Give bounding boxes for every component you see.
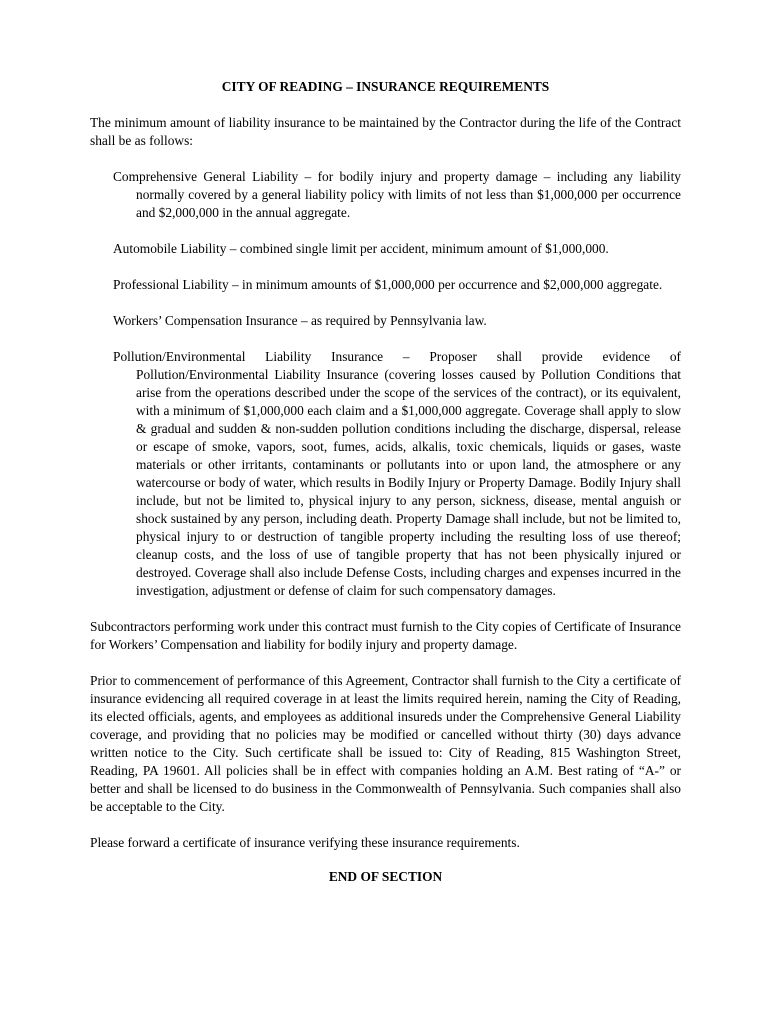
end-of-section: END OF SECTION	[328, 869, 443, 884]
requirement-automobile-liability: Automobile Liability – combined single limit per accident, minimum amount of $1,000,000.	[113, 241, 609, 256]
requirement-professional-liability: Professional Liability – in minimum amounts of $1,000,000 per occurrence and $2,000,000 aggregate.	[113, 277, 663, 292]
document-page	[90, 78, 681, 886]
certificate-paragraph: Prior to commencement of performance of this Agreement, Contractor shall furnish to the City a certificate of insurance evidencing all required coverage in at least the limits required herein, naming the City of Reading, its elected officials, agents, and employees as additional insureds under the Comprehensive General Liability coverage, and providing that no policies may be modified or cancelled without thirty (30) days advance written notice to the City. Such certificate shall be issued to: City of Reading, 815 Washington Street, Reading, PA 19601. All policies shall be in effect with companies holding an A.M. Best rating of “A-” or better and shall be licensed to do business in the Commonwealth of Pennsylvania. Such companies shall also be acceptable to the City.	[90, 673, 681, 814]
subcontractors-paragraph: Subcontractors performing work under this contract must furnish to the City copies of Certificate of Insurance for Workers’ Compensation and liability for bodily injury and property damage.	[90, 619, 681, 652]
intro-paragraph: The minimum amount of liability insurance to be maintained by the Contractor during the life of the Contract shall be as follows:	[90, 115, 681, 148]
forward-paragraph: Please forward a certificate of insurance verifying these insurance requirements.	[90, 835, 520, 850]
document-title: CITY OF READING – INSURANCE REQUIREMENTS	[221, 79, 550, 94]
requirement-pollution-liability: Pollution/Environmental Liability Insurance – Proposer shall provide evidence of Pollution/Environmental Liability Insurance (covering losses caused by Pollution Conditions that arise from the operations described under the scope of the services of the contract), or its equivalent, with a minimum of $1,000,000 each claim and a $1,000,000 aggregate. Coverage shall apply to slow & gradual and sudden & non-sudden pollution conditions including the discharge, dispersal, release or escape of smoke, vapors, soot, fumes, acids, alkalis, toxic chemicals, liquids or gases, waste materials or other irritants, contaminants or pollutants into or upon land, the atmosphere or any watercourse or body of water, which results in Bodily Injury or Property Damage. Bodily Injury shall include, but not be limited to, physical injury to any person, sickness, disease, mental anguish or shock sustained by any person, including death. Property Damage shall include, but not be limited to, physical injury to or destruction of tangible property including the resulting loss of use thereof; cleanup costs, and the loss of use of tangible property that has not been physically injured or destroyed. Coverage shall also include Defense Costs, including charges and expenses incurred in the investigation, adjustment or defense of claim for such compensatory damages.	[113, 349, 681, 598]
requirement-workers-compensation: Workers’ Compensation Insurance – as required by Pennsylvania law.	[113, 313, 487, 328]
requirement-general-liability: Comprehensive General Liability – for bodily injury and property damage – including any liability normally covered by a general liability policy with limits of not less than $1,000,000 per occurrence and $2,000,000 in the annual aggregate.	[113, 169, 681, 220]
